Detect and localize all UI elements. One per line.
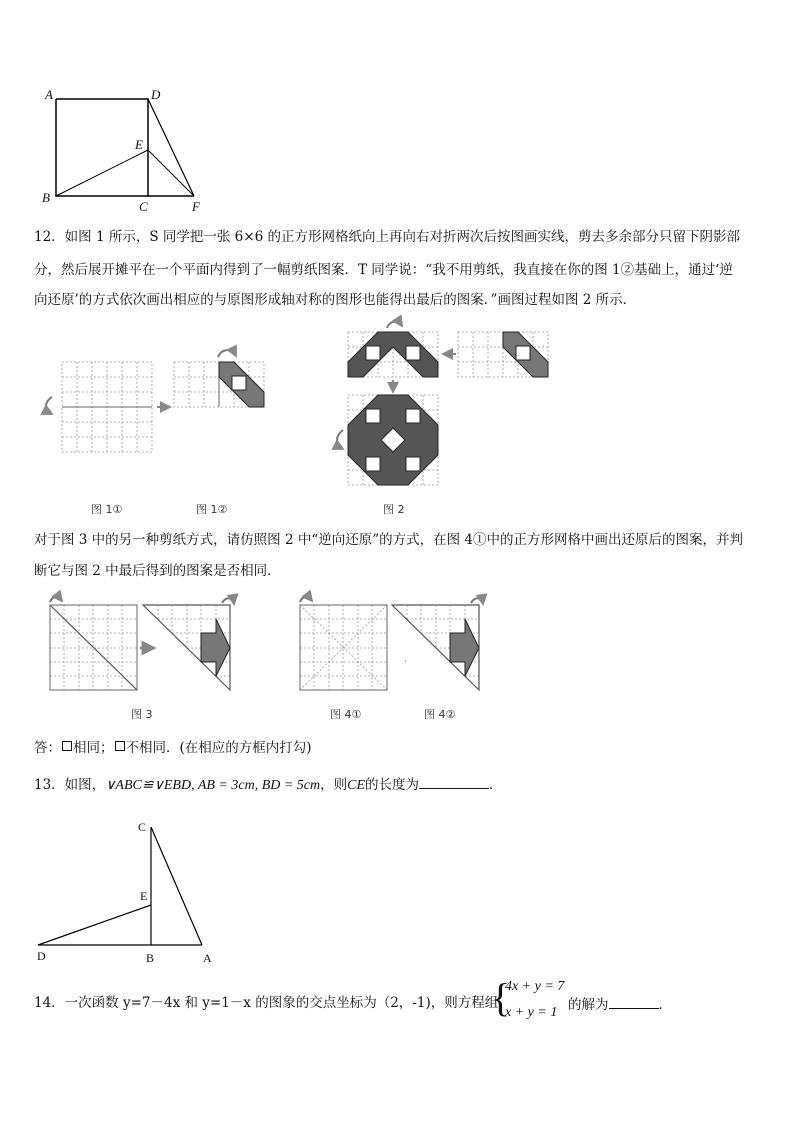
label-d: D bbox=[151, 87, 161, 102]
answer-option-different: 不相同．(在相应的方框内打勾) bbox=[125, 740, 312, 756]
caption-fig1a: 图 1① bbox=[91, 503, 123, 516]
caption-fig2: 图 2 bbox=[383, 503, 405, 516]
q13-end: ． bbox=[489, 777, 503, 793]
q14-text: 14．一次函数 y=7－4x 和 y=1－x 的图象的交点坐标为（2，-1)，则方程组 bbox=[34, 995, 499, 1011]
q14-brace: { bbox=[491, 975, 511, 1020]
label-b: B bbox=[42, 190, 50, 205]
answer-prefix: 答： bbox=[34, 740, 61, 756]
caption-fig1b: 图 1② bbox=[196, 503, 228, 516]
q13-var: CE bbox=[347, 778, 366, 793]
label-f: F bbox=[192, 199, 200, 214]
label-e: E bbox=[135, 137, 143, 152]
q12-line2: 分，然后展开摊平在一个平面内得到了一幅剪纸图案．T 同学说：“我不用剪纸，我直接在你的图 1②基础上，通过‘逆 bbox=[34, 262, 733, 278]
q12-line3: 向还原’的方式依次画出相应的与原图形成轴对称的图形也能得出最后的图案．”画图过程如图 2 所示． bbox=[34, 292, 637, 308]
caption-fig3: 图 3 bbox=[131, 708, 153, 721]
label-d2: D bbox=[37, 949, 46, 963]
caption-fig4a: 图 4① bbox=[330, 708, 362, 721]
caption-fig4b: 图 4② bbox=[424, 708, 456, 721]
q14-suffix: 的解为 bbox=[568, 997, 609, 1013]
q12-line4: 对于图 3 中的另一种剪纸方式，请仿照图 2 中“逆向还原”的方式，在图 4①中的正方形网格中画出还原后的图案，并判 bbox=[34, 532, 744, 548]
q13-prefix: 13．如图， bbox=[34, 777, 106, 793]
q12-line5: 断它与图 2 中最后得到的图案是否相同． bbox=[34, 563, 281, 579]
answer-option-same: 相同； bbox=[73, 740, 114, 756]
q13-middle: ，则 bbox=[320, 777, 348, 793]
q14-eq2: x + y = 1 bbox=[505, 1005, 558, 1020]
label-e2: E bbox=[140, 889, 148, 903]
q14-eq1: 4x + y = 7 bbox=[505, 979, 565, 994]
q12-line1: 12．如图 1 所示，S 同学把一张 6×6 的正方形网格纸向上再向右对折两次后按图画实线，剪去多余部分只留下阴影部 bbox=[34, 229, 740, 245]
label-a: A bbox=[45, 87, 53, 102]
q14-end: ． bbox=[658, 997, 672, 1013]
q14-answer-blank[interactable] bbox=[609, 996, 659, 1009]
q13-math: ∨ABC≌∨EBD, AB = 3cm, BD = 5cm bbox=[105, 778, 321, 793]
label-c2: C bbox=[138, 820, 147, 834]
label-a2: A bbox=[203, 951, 212, 965]
q13-suffix: 的长度为 bbox=[365, 777, 420, 793]
q14-suffix-line bbox=[568, 996, 672, 1012]
label-b2: B bbox=[146, 951, 155, 965]
label-c: C bbox=[139, 199, 148, 214]
